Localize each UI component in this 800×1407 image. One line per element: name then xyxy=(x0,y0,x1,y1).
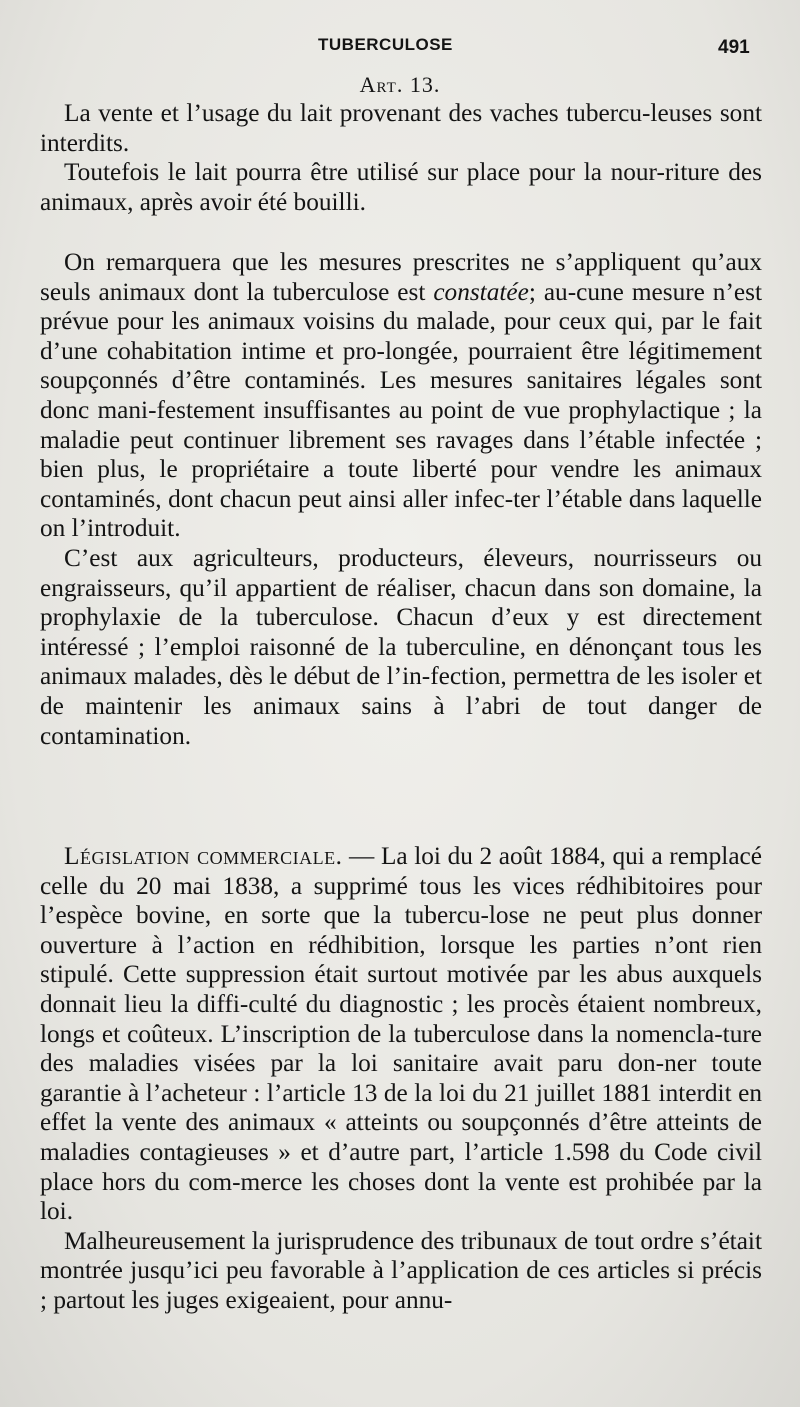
running-title: TUBERCULOSE xyxy=(318,35,453,54)
article-paragraph-2: Toutefois le lait pourra être utilisé sur place pour la nour-riture des animaux, après avoir été bouilli. xyxy=(40,158,762,216)
legislation-section xyxy=(40,842,762,1316)
legislation-paragraph-2: Malheureusement la jurisprudence des tribunaux de tout ordre s’était montrée jusqu’ici peu favorable à l’application de ces articles si précis ; partout les juges exigeaient, pour annu- xyxy=(40,1226,762,1314)
commentary-p1-after: ; au-cune mesure n’est prévue pour les animaux voisins du malade, pour ceux qui, par le fait d’une cohabitation intime et pro-longée, pourraient être légitimement soupçonnés d’être contaminés. Les mesures sanitaires légales sont donc mani-festement insuffisantes au point de vue prophylactique ; la maladie peut continuer librement ses ravages dans l’étable infectée ; bien plus, le propriétaire a toute liberté pour vendre les animaux contaminés, dont chacun peut ainsi aller infec-ter l’étable dans laquelle on l’introduit. xyxy=(40,277,762,543)
running-head xyxy=(0,35,800,59)
commentary-p1-emphasis: constatée xyxy=(433,277,529,306)
legislation-p1-text: — La loi du 2 août 1884, qui a remplacé celle du 20 mai 1838, a supprimé tous les vices rédhibitoires pour l’espèce bovine, en sorte que la tubercu-lose ne peut plus donner ouverture à l’action en rédhibition, lorsque les parties n’ont rien stipulé. Cette suppression était surtout motivée par les abus auxquels donnait lieu la diffi-culté du diagnostic ; les procès étaient nombreux, longs et coûteux. L’inscription de la tuberculose dans la nomencla-ture des maladies visées par la loi sanitaire avait paru don-ner toute garantie à l’acheteur : l’article 13 de la loi du 21 juillet 1881 interdit en effet la vente des animaux « atteints ou soupçonnés d’être atteints de maladies contagieuses » et d’autre part, l’article 1.598 du Code civil place hors du com-merce les choses dont la vente est prohibée par la loi. xyxy=(40,842,763,1226)
page-number: 491 xyxy=(718,37,750,58)
commentary-paragraph-2: C’est aux agriculteurs, producteurs, éleveurs, nourrisseurs ou engraisseurs, qu’il appartient de réaliser, chacun dans son domaine, la prophylaxie de la tuberculose. Chacun d’eux y est directement intéressé ; l’emploi raisonné de la tuberculine, en dénonçant tous les animaux malades, dès le début de l’in-fection, permettra de les isoler et de maintenir les animaux sains à l’abri de tout danger de contamination. xyxy=(40,543,762,750)
article-heading: Art. 13. xyxy=(359,72,441,97)
commentary-paragraph-1 xyxy=(40,248,762,544)
legislation-heading: Législation commerciale. xyxy=(64,842,343,870)
article-paragraph-1: La vente et l’usage du lait provenant des vaches tubercu-leuses sont interdits. xyxy=(40,99,762,157)
article-text xyxy=(40,99,762,217)
commentary-text xyxy=(40,248,762,751)
commentary-p1-before: On remarquera que les mesures prescrites ne s’appliquent qu’aux seuls animaux dont la tuberculose est xyxy=(40,248,762,306)
legislation-paragraph-1 xyxy=(40,842,762,1227)
